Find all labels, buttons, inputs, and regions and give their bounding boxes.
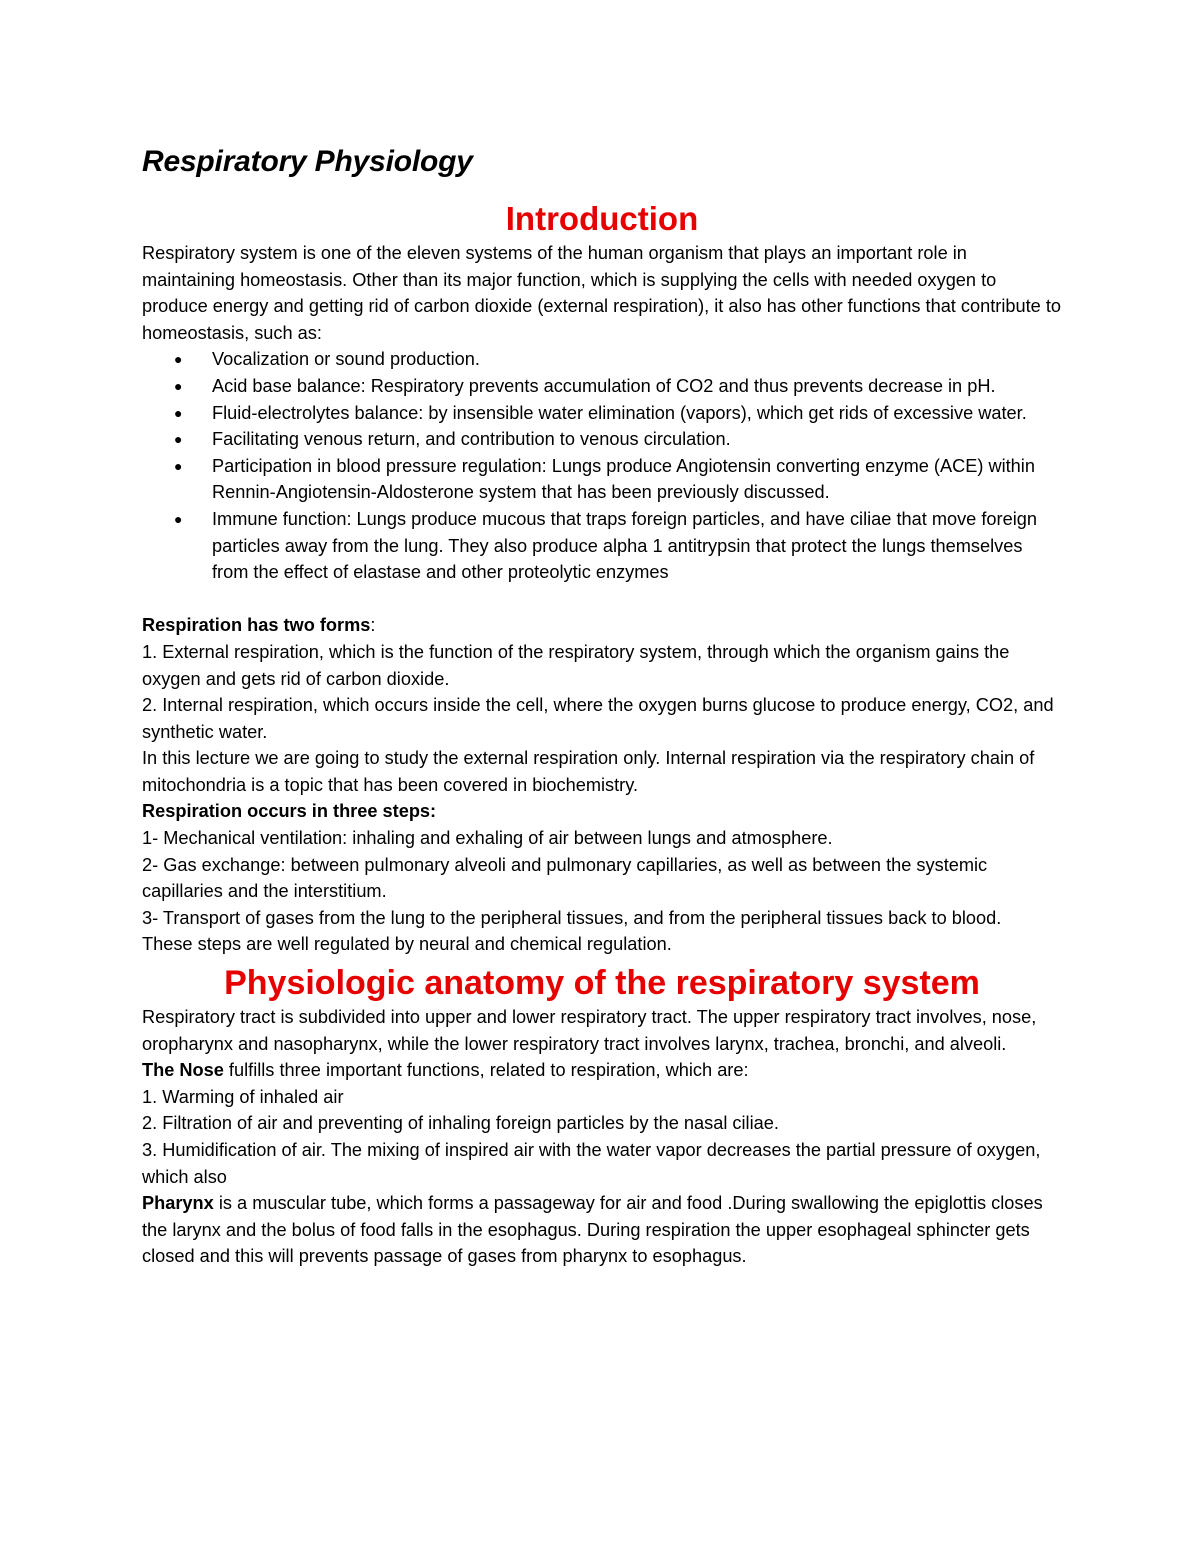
steps-item-ventilation: 1- Mechanical ventilation: inhaling and exhaling of air between lungs and atmosphere. bbox=[142, 828, 833, 849]
nose-item-filtration: 2. Filtration of air and preventing of inhaling foreign particles by the nasal ciliae. bbox=[142, 1113, 779, 1134]
introduction-heading: Introduction bbox=[505, 200, 699, 237]
steps-item-gas-exchange: 2- Gas exchange: between pulmonary alveoli and pulmonary capillaries, as well as between the systemic capillaries and the interstitium. bbox=[142, 854, 988, 902]
list-item-text: Fluid-electrolytes balance: by insensible water elimination (vapors), which get rids of excessive water. bbox=[212, 402, 1027, 423]
pharynx-text: is a muscular tube, which forms a passageway for air and food .During swallowing the epiglottis closes the larynx and the bolus of food falls in the esophagus. During respiration the upper esophageal sphincter gets closed and this will prevents passage of gases from pharynx to esophagus. bbox=[142, 1193, 1043, 1267]
forms-note: In this lecture we are going to study the external respiration only. Internal respiration via the respiratory chain of mitochondria is a topic that has been covered in biochemistry. bbox=[142, 748, 1035, 795]
document-title: Respiratory Physiology bbox=[142, 145, 473, 178]
document-page bbox=[142, 140, 1062, 1270]
functions-list bbox=[142, 346, 1062, 585]
nose-text: fulfills three important functions, related to respiration, which are: bbox=[223, 1060, 749, 1081]
list-item bbox=[174, 373, 1062, 400]
list-item-text: Participation in blood pressure regulation: Lungs produce Angiotensin converting enzyme (ACE) within Rennin-Angiotensin-Aldosterone system that has been previously discussed. bbox=[212, 455, 1035, 503]
bullet-icon: ● bbox=[174, 377, 183, 394]
list-item bbox=[174, 346, 1062, 373]
list-item-text: Acid base balance: Respiratory prevents accumulation of CO2 and thus prevents decrease in pH. bbox=[212, 375, 996, 396]
pharynx-line bbox=[142, 1190, 1062, 1270]
anatomy-paragraph: Respiratory tract is subdivided into upper and lower respiratory tract. The upper respiratory tract involves, nose, oropharynx and nasopharynx, while the lower respiratory tract involves larynx, trachea, bronchi, and alveoli. bbox=[142, 1007, 1037, 1054]
list-item bbox=[174, 400, 1062, 427]
anatomy-heading: Physiologic anatomy of the respiratory system bbox=[224, 964, 980, 1003]
bullet-icon: ● bbox=[174, 351, 183, 368]
forms-heading-line bbox=[142, 612, 1062, 639]
nose-label: The Nose bbox=[142, 1060, 224, 1081]
list-item-text: Immune function: Lungs produce mucous that traps foreign particles, and have ciliae that move foreign particles away from the lung. They also produce alpha 1 antitrypsin that protect the lungs themselves from the effect of elastase and other proteolytic enzymes bbox=[212, 508, 1037, 583]
bullet-icon: ● bbox=[174, 510, 183, 527]
bullet-icon: ● bbox=[174, 404, 183, 421]
forms-heading: Respiration has two forms bbox=[142, 615, 371, 636]
list-item bbox=[174, 426, 1062, 453]
bullet-icon: ● bbox=[174, 457, 183, 474]
list-item-text: Facilitating venous return, and contribution to venous circulation. bbox=[212, 429, 731, 450]
steps-heading: Respiration occurs in three steps: bbox=[142, 801, 437, 822]
nose-line bbox=[142, 1057, 1062, 1084]
pharynx-label: Pharynx bbox=[142, 1193, 214, 1214]
forms-item-internal: 2. Internal respiration, which occurs inside the cell, where the oxygen burns glucose to produce energy, CO2, and synthetic water. bbox=[142, 695, 1054, 742]
forms-item-external: 1. External respiration, which is the function of the respiratory system, through which the organism gains the oxygen and gets rid of carbon dioxide. bbox=[142, 641, 1010, 689]
steps-heading-line bbox=[142, 798, 1062, 825]
spacer bbox=[142, 586, 1062, 613]
bullet-icon: ● bbox=[174, 431, 183, 448]
nose-item-humidification: 3. Humidification of air. The mixing of inspired air with the water vapor decreases the partial pressure of oxygen, which also bbox=[142, 1140, 1041, 1187]
list-item bbox=[174, 506, 1062, 586]
list-item-text: Vocalization or sound production. bbox=[212, 349, 480, 370]
introduction-paragraph: Respiratory system is one of the eleven systems of the human organism that plays an important role in maintaining homeostasis. Other than its major function, which is supplying the cells with needed oxygen to produce energy and getting rid of carbon dioxide (external respiration), it also has other functions that contribute to homeostasis, such as: bbox=[142, 243, 1062, 343]
steps-item-transport: 3- Transport of gases from the lung to the peripheral tissues, and from the peripheral tissues back to blood. bbox=[142, 907, 1002, 928]
steps-note: These steps are well regulated by neural and chemical regulation. bbox=[142, 934, 672, 955]
nose-item-warming: 1. Warming of inhaled air bbox=[142, 1086, 344, 1107]
forms-heading-colon: : bbox=[370, 615, 376, 636]
list-item bbox=[174, 453, 1062, 506]
